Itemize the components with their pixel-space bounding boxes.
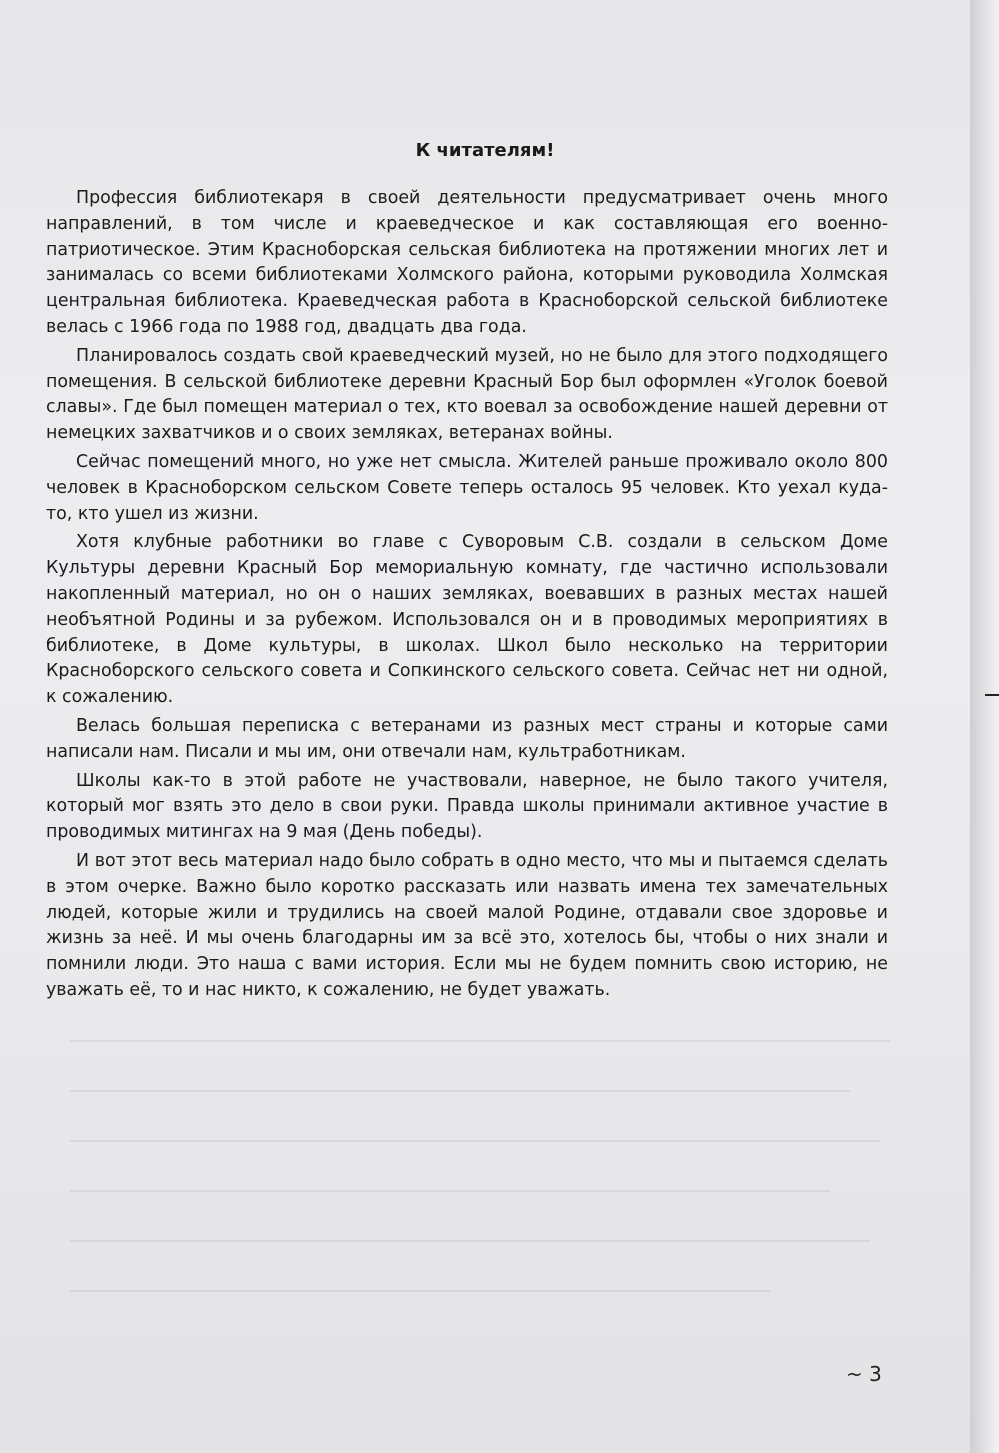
paragraph: Велась большая переписка с ветеранами из разных мест страны и которые сами написали нам. Писали и мы им, они отвечали нам, культработникам. (46, 715, 888, 762)
show-through-line (70, 1140, 880, 1142)
show-through-line (70, 1240, 870, 1242)
show-through-line (70, 1190, 830, 1192)
edge-mark (985, 694, 999, 696)
paragraph: Планировалось создать свой краеведческий музей, но не было для этого подходящего помещения. В сельской библиотеке деревни Красный Бор был оформлен «Уголок боевой славы». Где был помещен материал о тех, кто воевал за освобождение нашей деревни от немецких захватчиков и о своих земляках, ветеранах войны. (46, 345, 888, 444)
page-title: К читателям! (415, 140, 555, 161)
paragraph: Сейчас помещений много, но уже нет смысла. Жителей раньше проживало около 800 человек в Красноборском сельском Совете теперь осталось 95 человек. Кто уехал куда-то, кто ушел из жизни. (46, 451, 888, 524)
paragraph: Хотя клубные работники во главе с Суворовым С.В. создали в сельском Доме Культуры деревни Красный Бор мемориальную комнату, где частично использовали накопленный материал, но он о наших земляках, воевавших в разных местах нашей необъятной Родины и за рубежом. Использовался он и в проводимых мероприятиях в библиотеке, в Доме культуры, в школах. Школ было несколько на территории Красноборского сельского совета и Сопкинского сельского совета. Сейчас нет ни одной, к сожалению. (46, 532, 888, 708)
body-text (46, 186, 888, 1007)
show-through-line (70, 1090, 850, 1092)
show-through-line (70, 1040, 890, 1042)
paragraph: Школы как-то в этой работе не участвовали, наверное, не было такого учителя, который мог взять это дело в свои руки. Правда школы принимали активное участие в проводимых митингах на 9 мая (День победы). (46, 770, 888, 843)
paragraph: Профессия библиотекаря в своей деятельности предусматривает очень много направлений, в том числе и краеведческое и как составляющая его военно-патриотическое. Этим Красноборская сельская библиотека на протяжении многих лет и занималась со всеми библиотеками Холмского района, которыми руководила Холмская центральная библиотека. Краеведческая работа в Красноборской сельской библиотеке велась с 1966 года по 1988 год, двадцать два года. (46, 188, 888, 337)
next-page-edge (970, 0, 999, 1453)
paragraph: И вот этот весь материал надо было собрать в одно место, что мы и пытаемся сделать в этом очерке. Важно было коротко рассказать или назвать имена тех замечательных людей, которые жили и трудились на своей малой Родине, отдавали свое здоровье и жизнь за неё. И мы очень благодарны им за всё это, хотелось бы, чтобы о них знали и помнили люди. Это наша с вами история. Если мы не будем помнить свою историю, не уважать её, то и нас никто, к сожалению, не будет уважать. (46, 850, 888, 1000)
show-through-line (70, 1290, 770, 1292)
page-number: ~ 3 (846, 1362, 882, 1386)
